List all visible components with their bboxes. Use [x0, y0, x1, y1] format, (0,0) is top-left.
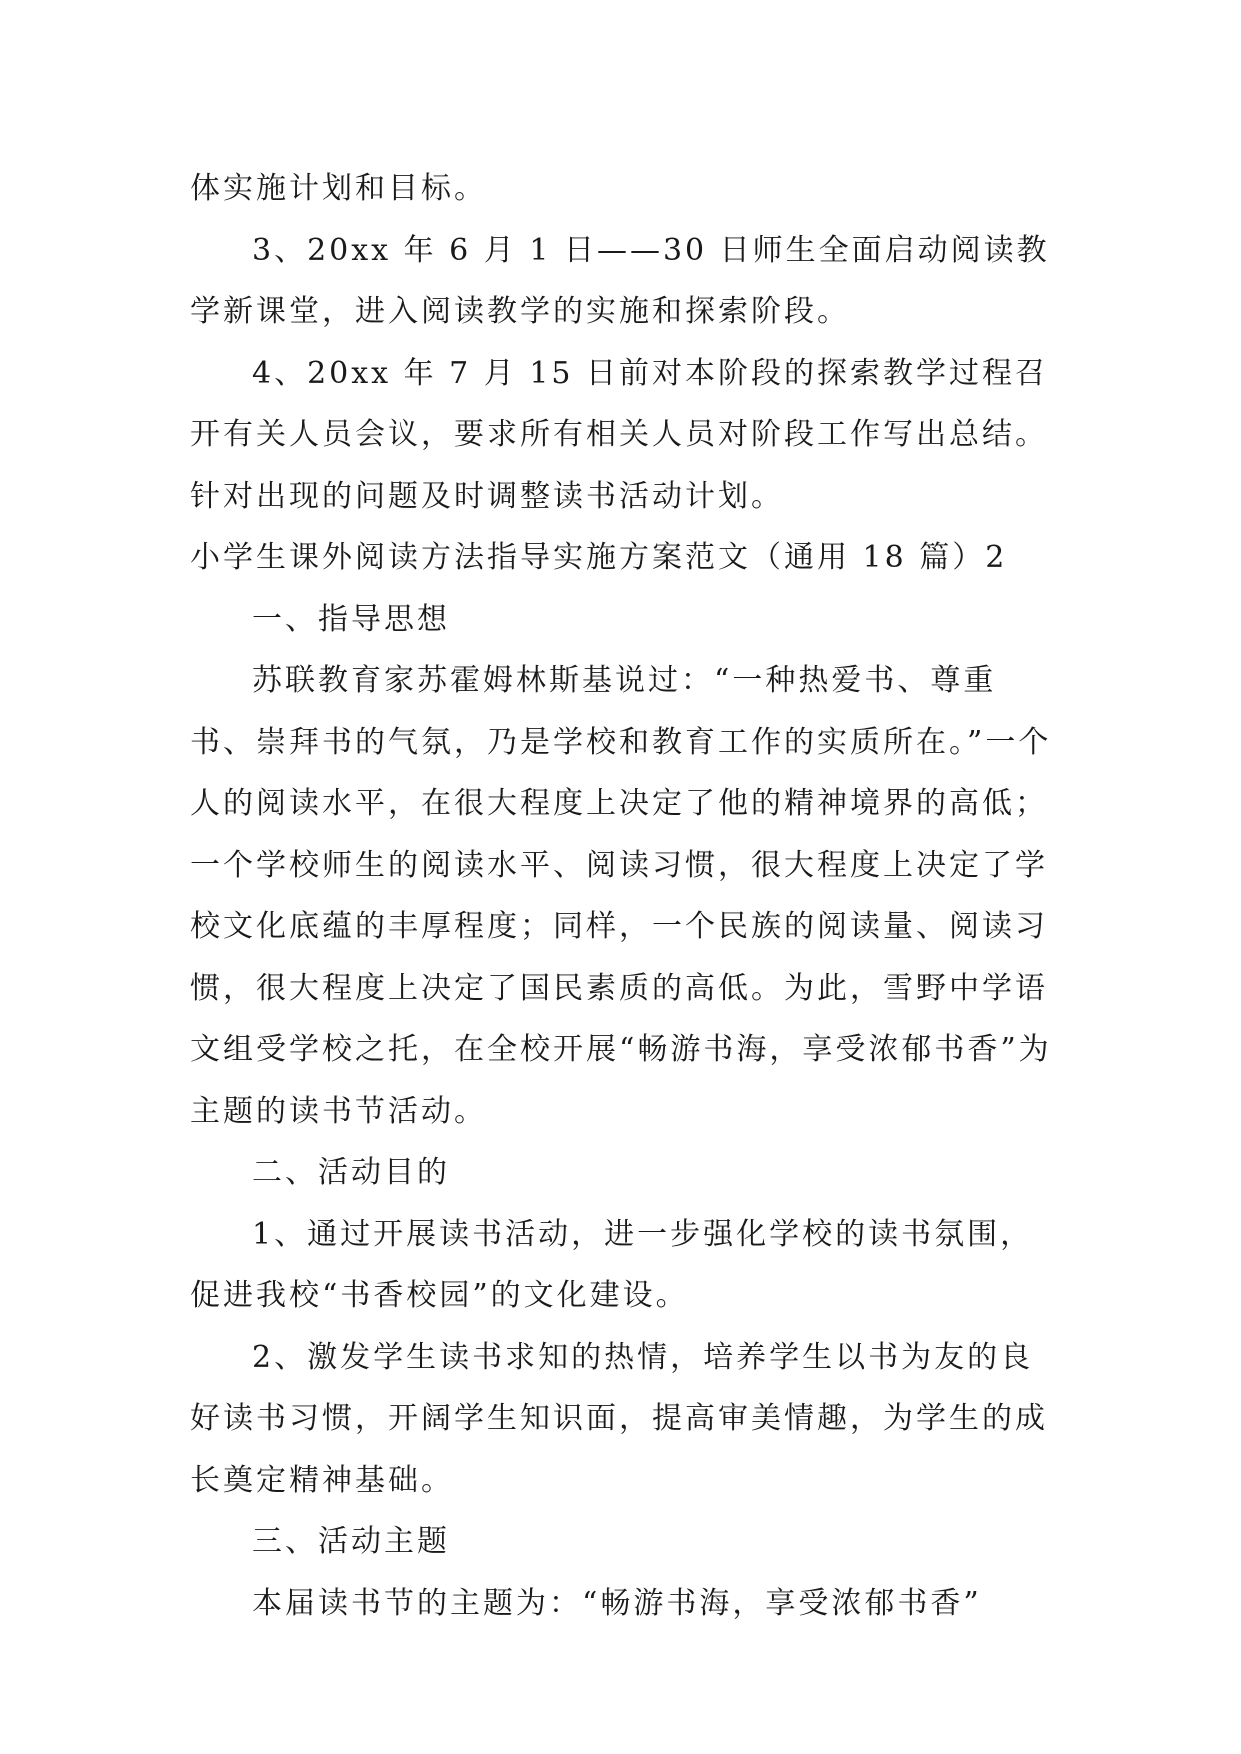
- paragraph-continuation: 体实施计划和目标。: [190, 171, 487, 206]
- paragraph-theme: 本届读书节的主题为：“畅游书海，享受浓郁书香”: [252, 1585, 982, 1621]
- document-body: [190, 158, 1060, 1634]
- paragraph-purpose-1: 1、通过开展读书活动，进一步强化学校的读书氛围，促进我校“书香校园”的文化建设。: [190, 1216, 1034, 1313]
- heading-activity-theme: 三、活动主题: [252, 1524, 450, 1559]
- paragraph-purpose-2: 2、激发学生读书求知的热情，培养学生以书为友的良好读书习惯，开阔学生知识面，提高审美情趣，为学生的成长奠定精神基础。: [190, 1339, 1048, 1498]
- document-section-title: 小学生课外阅读方法指导实施方案范文（通用 18 篇）2: [190, 540, 1008, 575]
- paragraph-step-3: 3、20xx 年 6 月 1 日——30 日师生全面启动阅读教学新课堂，进入阅读教学的实施和探索阶段。: [190, 232, 1050, 329]
- paragraph-step-4: 4、20xx 年 7 月 15 日前对本阶段的探索教学过程召开有关人员会议，要求所有相关人员对阶段工作写出总结。针对出现的问题及时调整读书活动计划。: [190, 355, 1049, 514]
- paragraph-guiding-thought: 苏联教育家苏霍姆林斯基说过：“一种热爱书、尊重书、崇拜书的气氛，乃是学校和教育工作的实质所在。”一个人的阅读水平，在很大程度上决定了他的精神境界的高低；一个学校师生的阅读水平、阅读习惯，很大程度上决定了学校文化底蕴的丰厚程度；同样，一个民族的阅读量、阅读习惯，很大程度上决定了国民素质的高低。为此，雪野中学语文组受学校之托，在全校开展“畅游书海，享受浓郁书香”为主题的读书节活动。: [190, 663, 1052, 1129]
- heading-activity-purpose: 二、活动目的: [252, 1155, 450, 1190]
- heading-guiding-thought: 一、指导思想: [252, 601, 450, 637]
